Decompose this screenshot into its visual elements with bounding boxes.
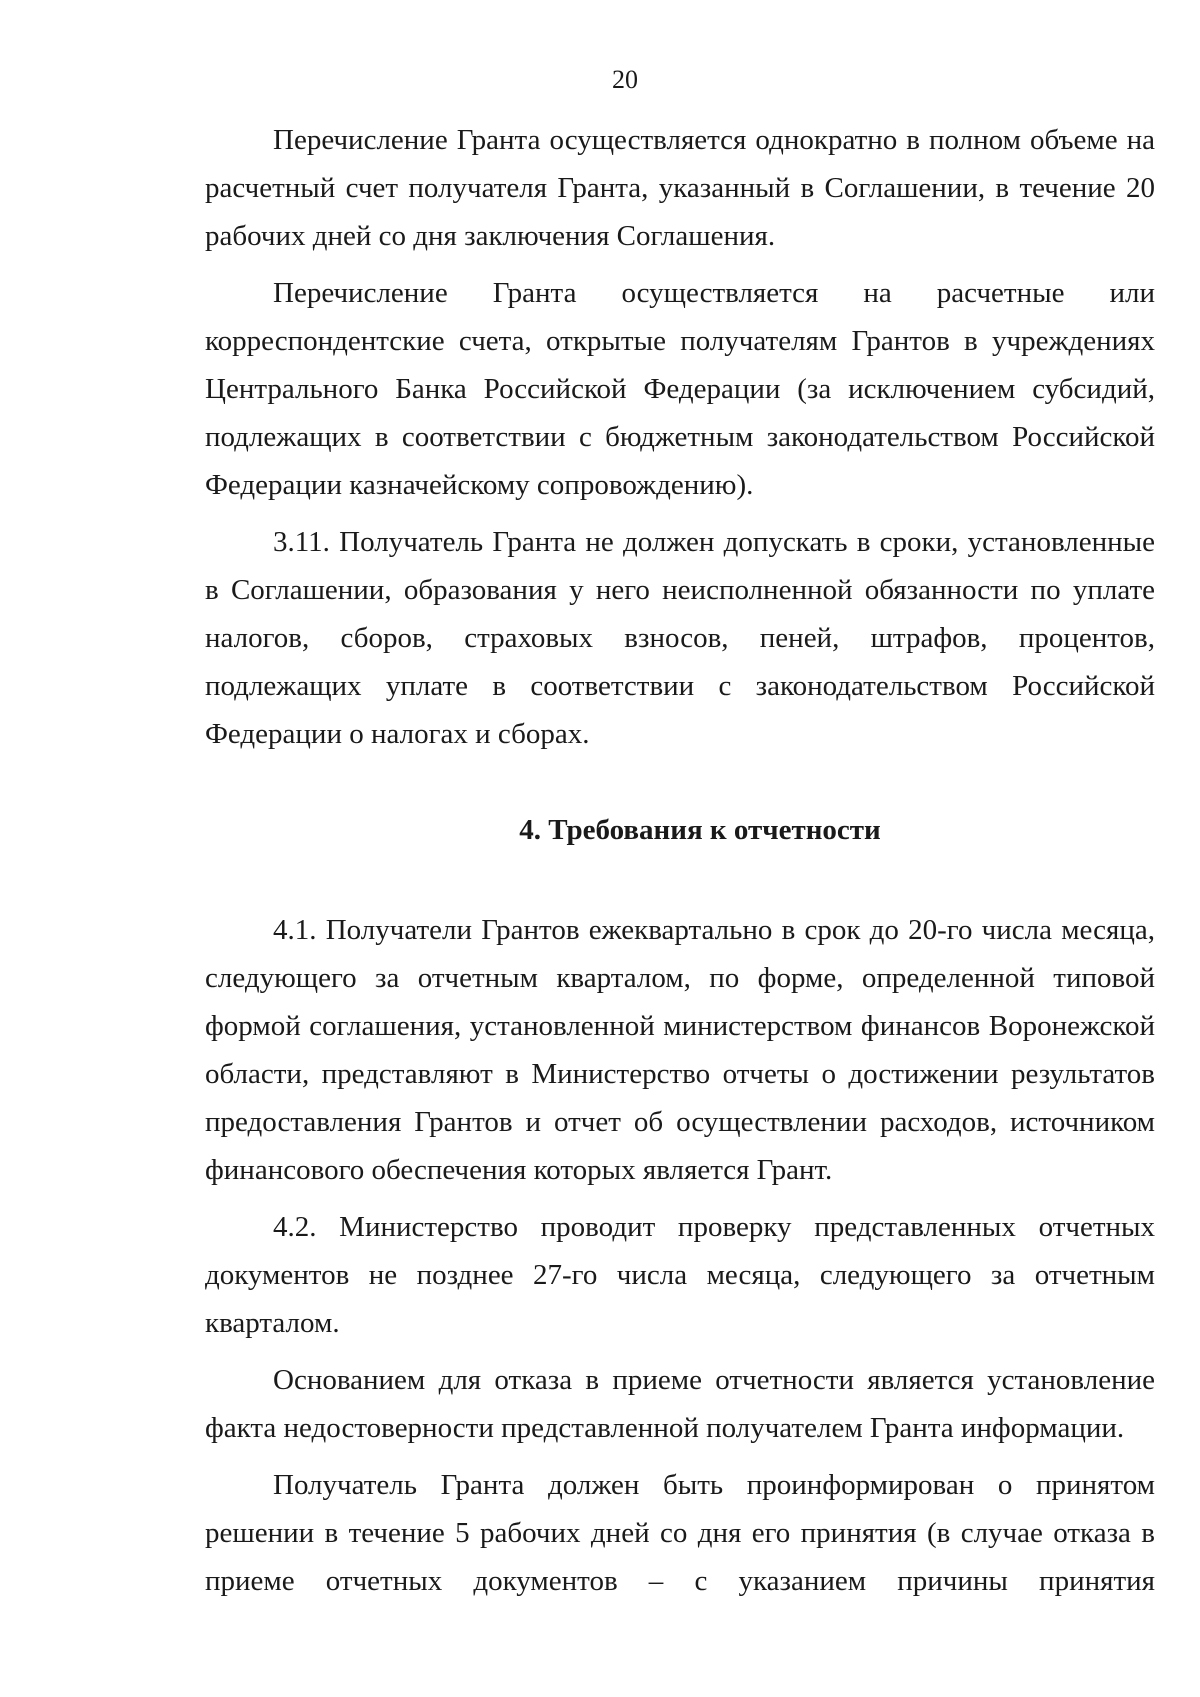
paragraph-grant-transfer-single: Перечисление Гранта осуществляется однократно в полном объеме на расчетный счет получателя Гранта, указанный в Соглашении, в течение 20 рабочих дней со дня заключения Соглашения. [205, 124, 1155, 252]
paragraph-grant-transfer-accounts: Перечисление Гранта осуществляется на расчетные или корреспондентские счета, открытые получателям Грантов в учреждениях Центрального Банка Российской Федерации (за исключением субсидий, подлежащих в соответствии с бюджетным законодательством Российской Федерации казначейскому сопровождению). [205, 277, 1155, 501]
page-number: 20 [612, 65, 638, 94]
paragraph-4-2: 4.2. Министерство проводит проверку представленных отчетных документов не позднее 27-го числа месяца, следующего за отчетным кварталом. [205, 1211, 1155, 1339]
paragraph-4-1: 4.1. Получатели Грантов ежеквартально в срок до 20-го числа месяца, следующего за отчетным кварталом, по форме, определенной типовой формой соглашения, установленной министерством финансов Воронежской области, представляют в Министерство отчеты о достижении результатов предоставления Грантов и отчет об осуществлении расходов, источником финансового обеспечения которых является Грант. [205, 914, 1155, 1186]
section-heading-reporting: 4. Требования к отчетности [519, 814, 881, 846]
document-body [205, 116, 1155, 1605]
paragraph-refusal-basis: Основанием для отказа в приеме отчетности является установление факта недостоверности представленной получателем Гранта информации. [205, 1364, 1155, 1444]
paragraph-3-11: 3.11. Получатель Гранта не должен допускать в сроки, установленные в Соглашении, образования у него неисполненной обязанности по уплате налогов, сборов, страховых взносов, пеней, штрафов, процентов, подлежащих уплате в соответствии с законодательством Российской Федерации о налогах и сборах. [205, 526, 1155, 750]
paragraph-recipient-notification: Получатель Гранта должен быть проинформирован о принятом решении в течение 5 рабочих дней со дня его принятия (в случае отказа в приеме отчетных документов – с указанием причины принятия [205, 1469, 1155, 1597]
